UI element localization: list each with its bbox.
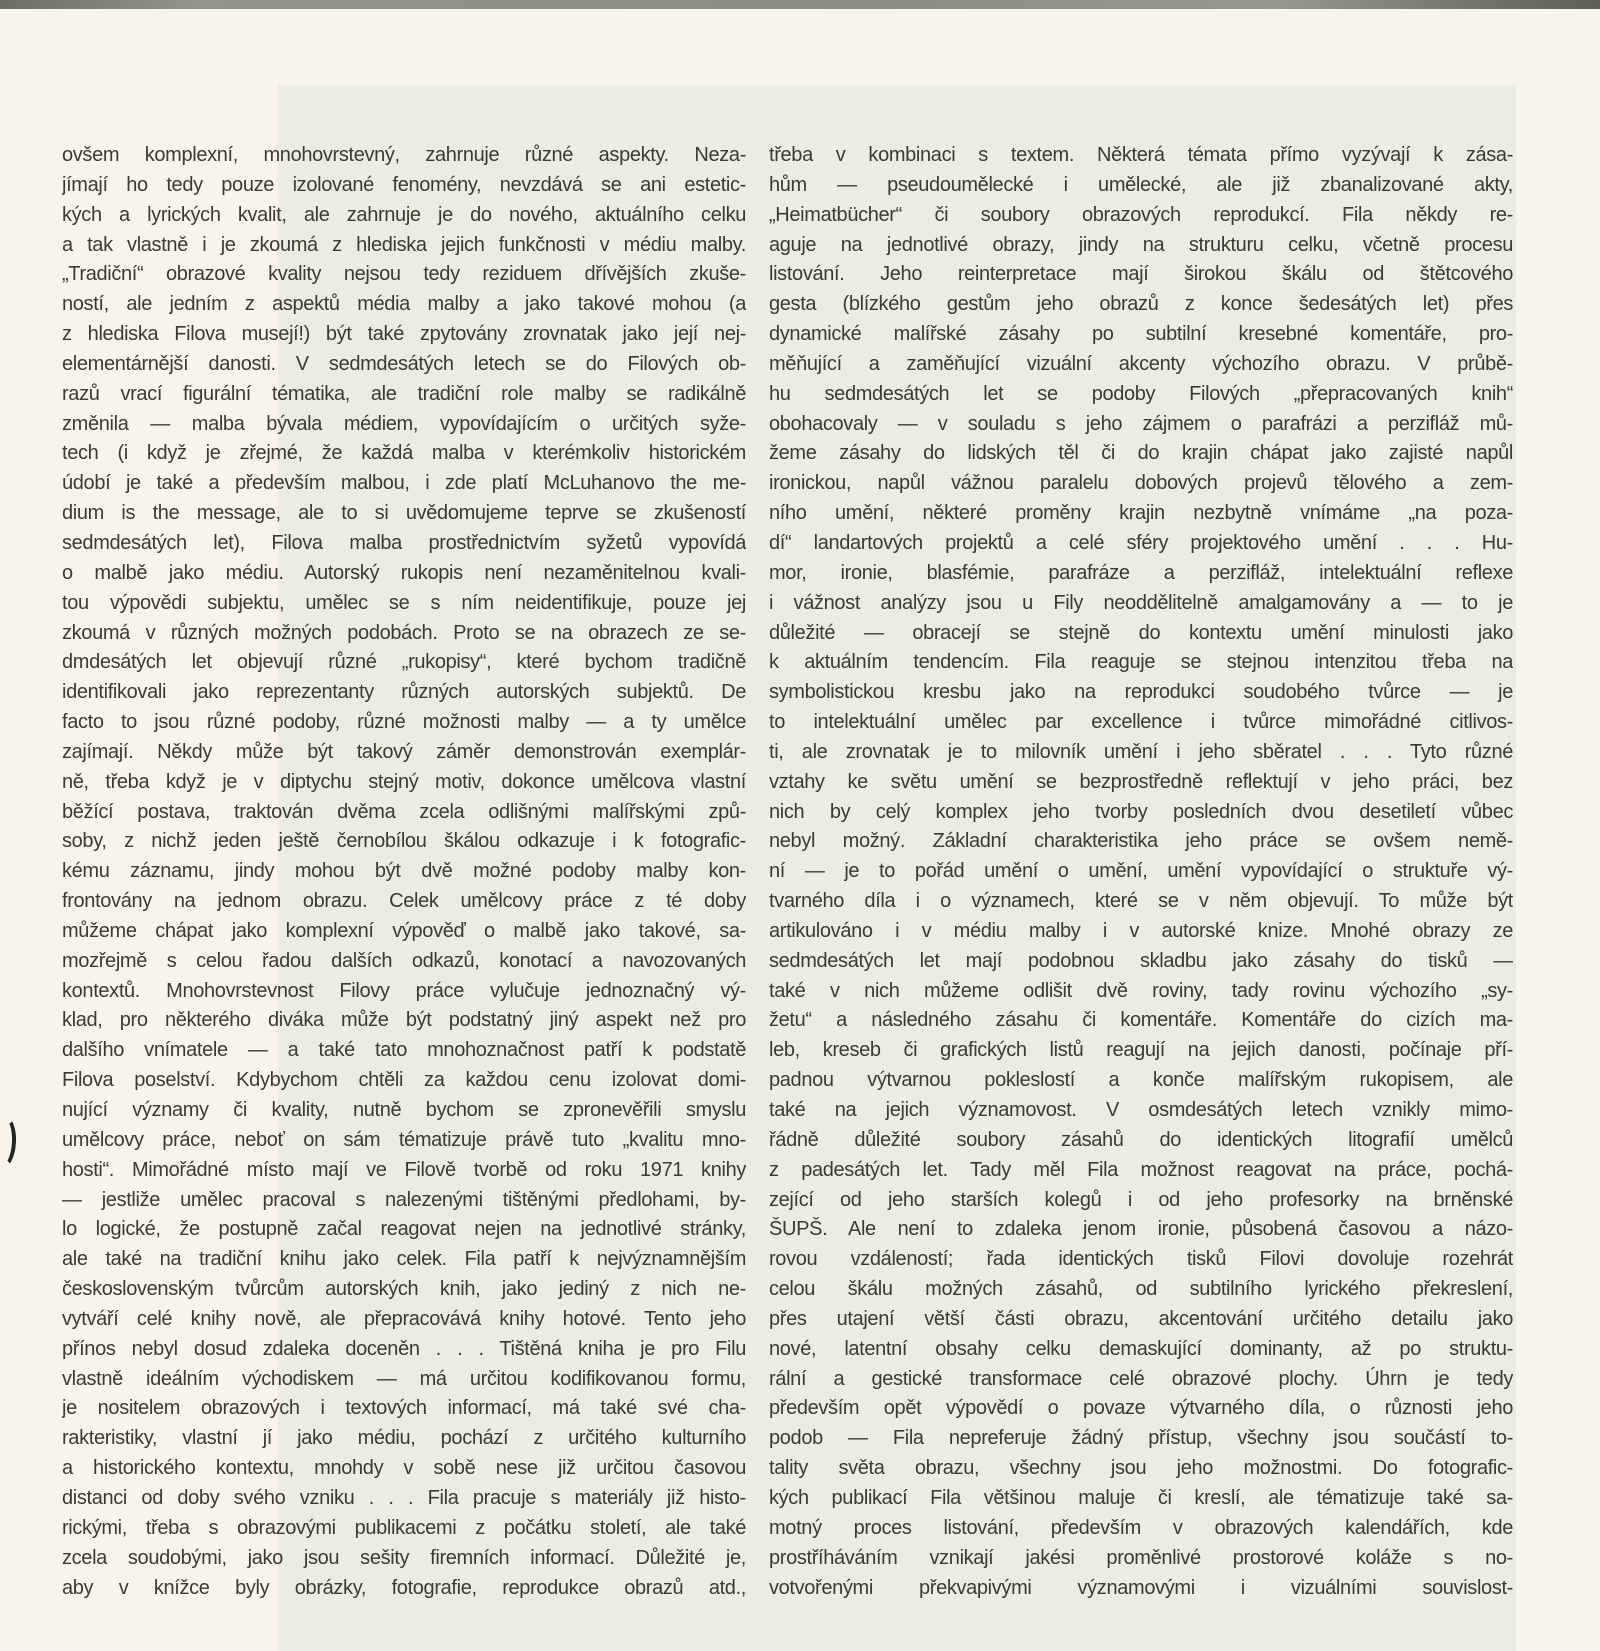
text-line: nové, latentní obsahy celku demaskující dominanty, až po struktu- — [769, 1337, 1513, 1360]
text-line: řádně důležité soubory zásahů do identických litografií umělců — [769, 1128, 1513, 1151]
text-line: ironickou, napůl vážnou paralelu dobových projevů tělového a zem- — [769, 472, 1513, 495]
text-line: padnou výtvarnou pokleslostí a konče malířským rukopisem, ale — [769, 1069, 1513, 1092]
text-line: z hlediska Filova musejí!) být také zpytovány zrovnatak jako její nej- — [62, 323, 746, 346]
scan-smudge-mark — [0, 1115, 17, 1168]
text-line: kému záznamu, jindy mohou být dvě možné podoby malby kon- — [62, 860, 746, 883]
text-line: dynamické malířské zásahy po subtilní kresebné komentáře, pro- — [769, 323, 1513, 346]
text-line: umělcovy práce, neboť on sám tématizuje právě tuto „kvalitu mno- — [62, 1128, 746, 1151]
text-line: soby, z nichž jeden ještě černobílou škálou odkazuje i k fotografic- — [62, 830, 746, 853]
text-line: vztahy ke světu umění se bezprostředně reflektují v jeho práci, bez — [769, 770, 1513, 793]
text-line: tech (i když je zřejmé, že každá malba v kterémkoliv historickém — [62, 442, 746, 465]
text-line: sedmdesátých let), Filova malba prostřednictvím syžetů vypovídá — [62, 531, 746, 554]
text-line: elementárnější danosti. V sedmdesátých letech se do Filových ob- — [62, 352, 746, 375]
text-line: zajímají. Někdy může být takový záměr demonstrován exemplár- — [62, 740, 746, 763]
text-line: a tak vlastně i je zkoumá z hlediska jejich funkčnosti v médiu malby. — [62, 233, 746, 256]
text-line: klad, pro některého diváka může být podstatný jiný aspekt než pro — [62, 1009, 746, 1032]
text-line: podob — Fila nepreferuje žádný přístup, všechny jsou součástí to- — [769, 1427, 1513, 1450]
text-line: o malbě jako médiu. Autorský rukopis není nezaměnitelnou kvali- — [62, 561, 746, 584]
text-line: hosti“. Mimořádné místo mají ve Filově tvorbě od roku 1971 knihy — [62, 1158, 746, 1181]
text-line: ně, třeba když je v diptychu stejný motiv, dokonce umělcova vlastní — [62, 770, 746, 793]
text-line: ností, ale jedním z aspektů média malby a jako takové mohou (a — [62, 293, 746, 316]
text-column-right — [769, 141, 1513, 1603]
text-line: prostříháváním vznikají jakési proměnlivé prostorové koláže s no- — [769, 1546, 1513, 1569]
text-line: běžící postava, traktován dvěma zcela odlišnými malířskými způ- — [62, 800, 746, 823]
text-line: votvořenými překvapivými významovými i vizuálními souvislost- — [769, 1576, 1513, 1599]
text-line: rakteristiky, vlastní jí jako médiu, pochází z určitého kulturního — [62, 1427, 746, 1450]
text-line: symbolistickou kresbu jako na reprodukci soudobého tvůrce — je — [769, 681, 1513, 704]
text-line: třeba v kombinaci s textem. Některá témata přímo vyzývají k zása- — [769, 144, 1513, 166]
text-line: dium is the message, ale to si uvědomujeme teprve se zkušeností — [62, 502, 746, 525]
text-line: československým tvůrcům autorských knih, jako jediný z nich ne- — [62, 1278, 746, 1301]
text-line: rickými, třeba s obrazovými publikacemi z počátku století, ale také — [62, 1516, 746, 1539]
text-line: vlastně ideálním východiskem — má určitou kodifikovanou formu, — [62, 1367, 746, 1390]
text-line: razů vrací figurální tématika, ale tradiční role malby se radikálně — [62, 382, 746, 405]
text-line: kých a lyrických kvalit, ale zahrnuje je do nového, aktuálního celku — [62, 203, 746, 226]
text-line: i vážnost analýzy jsou u Fily neoddělitelně amalgamovány a — to je — [769, 591, 1513, 614]
text-line: distanci od doby svého vzniku . . . Fila pracuje s materiály již histo- — [62, 1486, 746, 1509]
text-line: zcela soudobými, jako jsou sešity firemních informací. Důležité je, — [62, 1546, 746, 1569]
text-line: celou škálu možných zásahů, od subtilního lyrického překreslení, — [769, 1278, 1513, 1301]
text-line: ovšem komplexní, mnohovrstevný, zahrnuje různé aspekty. Neza- — [62, 144, 746, 166]
text-line: tality světa obrazu, všechny jsou jeho možnostmi. Do fotografic- — [769, 1457, 1513, 1480]
text-line: z padesátých let. Tady měl Fila možnost reagovat na práce, pochá- — [769, 1158, 1513, 1181]
text-line: také v nich můžeme odlišit dvě roviny, tady rovinu výchozího „sy- — [769, 979, 1513, 1002]
text-line: rální a gestické transformace celé obrazové plochy. Úhrn je tedy — [769, 1367, 1513, 1390]
text-line: tou výpovědi subjektu, umělec se s ním neidentifikuje, pouze jej — [62, 591, 746, 614]
text-line: můžeme chápat jako komplexní výpověď o malbě jako takové, sa- — [62, 919, 746, 942]
text-line: obohacovaly — v souladu s jeho zájmem o parafrázi a perzifláž mů- — [769, 412, 1513, 435]
text-line: dí“ landartových projektů a celé sféry projektového umění . . . Hu- — [769, 531, 1513, 554]
text-line: lo logické, že postupně začal reagovat nejen na jednotlivé stránky, — [62, 1218, 746, 1241]
text-line: změnila — malba bývala médiem, vypovídajícím o určitých syže- — [62, 412, 746, 435]
text-line: ního umění, některé proměny krajin nezbytně vnímáme „na poza- — [769, 502, 1513, 525]
text-line: zející od jeho starších kolegů i od jeho profesorky na brněnské — [769, 1188, 1513, 1211]
text-line: zkoumá v různých možných podobách. Proto se na obrazech ze se- — [62, 621, 746, 644]
text-line: kontextů. Mnohovrstevnost Filovy práce vylučuje jednoznačný vý- — [62, 979, 746, 1002]
text-line: kých publikací Fila většinou maluje či kreslí, ale tématizuje také sa- — [769, 1486, 1513, 1509]
text-line: a historického kontextu, mnohdy v sobě nese již určitou časovou — [62, 1457, 746, 1480]
text-line: to intelektuální umělec par excellence i tvůrce mimořádné citlivos- — [769, 711, 1513, 734]
text-line: hu sedmdesátých let se podoby Filových „přepracovaných knih“ — [769, 382, 1513, 405]
text-line: listování. Jeho reinterpretace mají širokou škálu od štětcového — [769, 263, 1513, 286]
text-line: leb, kreseb či grafických listů reagují na jejich danosti, počínaje pří- — [769, 1039, 1513, 1062]
text-line: vytváří celé knihy nově, ale přepracovává knihy hotové. Tento jeho — [62, 1307, 746, 1330]
text-line: k aktuálním tendencím. Fila reaguje se stejnou intenzitou třeba na — [769, 651, 1513, 674]
text-line: nich by celý komplex jeho tvorby posledních dvou desetiletí vůbec — [769, 800, 1513, 823]
text-line: dalšího vnímatele — a také tato mnohoznačnost patří k podstatě — [62, 1039, 746, 1062]
text-line: motný proces listování, především v obrazových kalendářích, kde — [769, 1516, 1513, 1539]
text-line: ale také na tradiční knihu jako celek. Fila patří k nejvýznamnějším — [62, 1248, 746, 1271]
text-line: ti, ale zrovnatak je to milovník umění i jeho sběratel . . . Tyto různé — [769, 740, 1513, 763]
text-line: žeme zásahy do lidských těl či do krajin chápat jako zajisté napůl — [769, 442, 1513, 465]
text-line: frontovány na jednom obrazu. Celek umělcovy práce z té doby — [62, 890, 746, 913]
text-line: také na jejich významovost. V osmdesátých letech vznikly mimo- — [769, 1099, 1513, 1121]
text-line: facto to jsou různé podoby, různé možnosti malby — a ty umělce — [62, 711, 746, 734]
text-line: gesta (blízkého gestům jeho obrazů z konce šedesátých let) přes — [769, 293, 1513, 316]
text-line: aguje na jednotlivé obrazy, jindy na strukturu celku, včetně procesu — [769, 233, 1513, 256]
text-line: přínos nebyl dosud zdaleka doceněn . . . Tištěná kniha je pro Filu — [62, 1337, 746, 1360]
text-line: mor, ironie, blasfémie, parafráze a perzifláž, intelektuální reflexe — [769, 561, 1513, 584]
text-line: — jestliže umělec pracoval s nalezenými tištěnými předlohami, by- — [62, 1188, 746, 1211]
text-line: hům — pseudoumělecké i umělecké, ale již zbanalizované akty, — [769, 173, 1513, 196]
text-line: důležité — obracejí se stejně do kontextu umění minulosti jako — [769, 621, 1513, 644]
text-line: je nositelem obrazových i textových informací, má také své cha- — [62, 1397, 746, 1420]
text-line: „Tradiční“ obrazové kvality nejsou tedy reziduem dřívějších zkuše- — [62, 263, 746, 286]
text-line: nebyl možný. Základní charakteristika jeho práce se ovšem nemě- — [769, 830, 1513, 853]
text-line: aby v knížce byly obrázky, fotografie, reprodukce obrazů atd., — [62, 1576, 746, 1599]
text-line: údobí je také a především malbou, i zde platí McLuhanovo the me- — [62, 472, 746, 495]
text-line: nující významy či kvality, nutně bychom se zpronevěřili smyslu — [62, 1099, 746, 1121]
text-line: identifikovali jako reprezentanty různých autorských subjektů. De — [62, 681, 746, 704]
text-line: artikulováno i v médiu malby i v autorské knize. Mnohé obrazy ze — [769, 919, 1513, 942]
text-line: měňující a zaměňující vizuální akcenty výchozího obrazu. V průbě- — [769, 352, 1513, 375]
text-line: mozřejmě s celou řadou dalších odkazů, konotací a navozovaných — [62, 949, 746, 972]
scan-top-edge — [0, 0, 1600, 9]
text-line: žetu“ a následného zásahu či komentáře. Komentáře do cizích ma- — [769, 1009, 1513, 1032]
text-line: přes utajení větší části obrazu, akcentování určitého detailu jako — [769, 1307, 1513, 1330]
text-line: dmdesátých let objevují různé „rukopisy“, které bychom tradičně — [62, 651, 746, 674]
text-line: jímají ho tedy pouze izolované fenomény, nevzdává se ani estetic- — [62, 173, 746, 196]
text-line: především opět výpovědí o povaze výtvarného díla, o různosti jeho — [769, 1397, 1513, 1420]
text-line: „Heimatbücher“ či soubory obrazových reprodukcí. Fila někdy re- — [769, 203, 1513, 226]
text-line: ní — je to pořád umění o umění, umění vypovídající o struktuře vý- — [769, 860, 1513, 883]
text-line: ŠUPŠ. Ale není to zdaleka jenom ironie, působená časovou a názo- — [769, 1218, 1513, 1241]
text-line: sedmdesátých let mají podobnou skladbu jako zásahy do tisků — — [769, 949, 1513, 972]
text-line: Filova poselství. Kdybychom chtěli za každou cenu izolovat domi- — [62, 1069, 746, 1092]
text-line: tvarného díla i o významech, které se v něm objevují. To může být — [769, 890, 1513, 913]
text-line: rovou vzdáleností; řada identických tisků Filovi dovoluje rozehrát — [769, 1248, 1513, 1271]
text-column-left — [62, 141, 746, 1603]
